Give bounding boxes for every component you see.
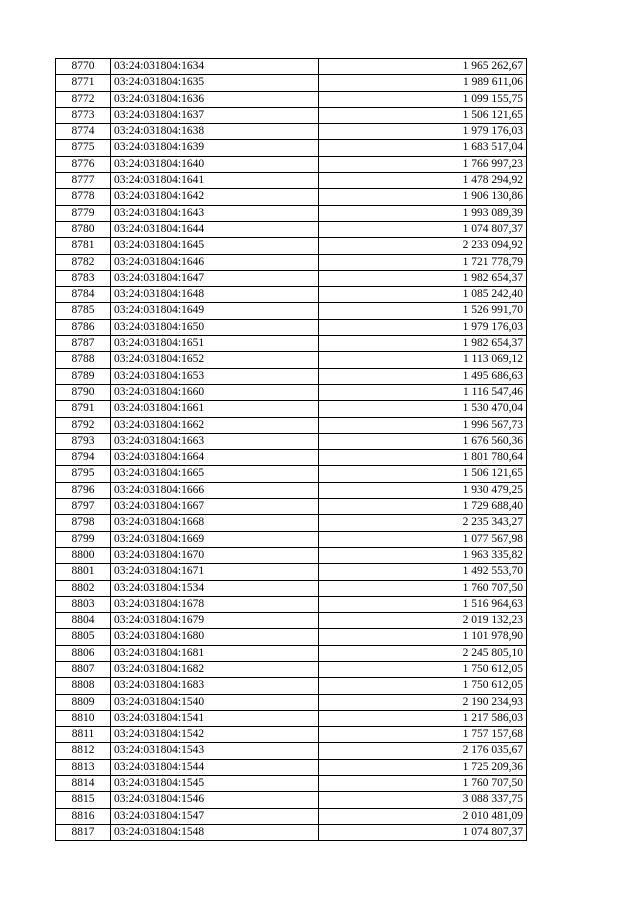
cadastral-number-cell: 03:24:031804:1648 [111, 287, 319, 303]
table-row [56, 808, 527, 824]
row-number-cell: 8792 [56, 417, 111, 433]
row-number-cell: 8806 [56, 645, 111, 661]
cadastral-number-cell: 03:24:031804:1638 [111, 124, 319, 140]
table-row [56, 189, 527, 205]
row-number-cell: 8775 [56, 140, 111, 156]
table-row [56, 75, 527, 91]
cadastral-value-cell: 2 019 132,23 [319, 613, 527, 629]
table-row [56, 759, 527, 775]
cadastral-number-cell: 03:24:031804:1547 [111, 808, 319, 824]
cadastral-value-cell: 1 979 176,03 [319, 124, 527, 140]
cadastral-number-cell: 03:24:031804:1668 [111, 515, 319, 531]
row-number-cell: 8811 [56, 727, 111, 743]
cadastral-number-cell: 03:24:031804:1640 [111, 156, 319, 172]
cadastral-value-cell: 1 766 997,23 [319, 156, 527, 172]
row-number-cell: 8777 [56, 173, 111, 189]
row-number-cell: 8797 [56, 499, 111, 515]
cadastral-value-cell: 1 996 567,73 [319, 417, 527, 433]
table-row [56, 792, 527, 808]
cadastral-value-cell: 2 245 805,10 [319, 645, 527, 661]
table-row [56, 466, 527, 482]
cadastral-number-cell: 03:24:031804:1634 [111, 59, 319, 75]
row-number-cell: 8796 [56, 482, 111, 498]
cadastral-value-cell: 1 801 780,64 [319, 450, 527, 466]
table-row [56, 710, 527, 726]
cadastral-value-cell: 1 530 470,04 [319, 401, 527, 417]
cadastral-value-cell: 1 930 479,25 [319, 482, 527, 498]
cadastral-value-cell: 2 235 343,27 [319, 515, 527, 531]
cadastral-number-cell: 03:24:031804:1541 [111, 710, 319, 726]
cadastral-number-cell: 03:24:031804:1652 [111, 352, 319, 368]
cadastral-number-cell: 03:24:031804:1647 [111, 270, 319, 286]
table-row [56, 547, 527, 563]
cadastral-value-cell: 1 074 807,37 [319, 221, 527, 237]
table-row [56, 531, 527, 547]
cadastral-number-cell: 03:24:031804:1651 [111, 336, 319, 352]
cadastral-value-cell: 1 113 069,12 [319, 352, 527, 368]
table-row [56, 287, 527, 303]
table-row [56, 221, 527, 237]
row-number-cell: 8785 [56, 303, 111, 319]
cadastral-number-cell: 03:24:031804:1661 [111, 401, 319, 417]
row-number-cell: 8800 [56, 547, 111, 563]
row-number-cell: 8805 [56, 629, 111, 645]
cadastral-value-cell: 1 495 686,63 [319, 368, 527, 384]
table-row [56, 319, 527, 335]
cadastral-value-cell: 1 077 567,98 [319, 531, 527, 547]
table-row [56, 629, 527, 645]
table-row [56, 107, 527, 123]
cadastral-value-cell: 2 190 234,93 [319, 694, 527, 710]
table-row [56, 303, 527, 319]
cadastral-value-cell: 2 176 035,67 [319, 743, 527, 759]
row-number-cell: 8812 [56, 743, 111, 759]
cadastral-value-cell: 1 725 209,36 [319, 759, 527, 775]
cadastral-value-cell: 1 906 130,86 [319, 189, 527, 205]
cadastral-value-cell: 1 721 778,79 [319, 254, 527, 270]
cadastral-value-cell: 2 010 481,09 [319, 808, 527, 824]
table-row [56, 678, 527, 694]
cadastral-number-cell: 03:24:031804:1664 [111, 450, 319, 466]
cadastral-number-cell: 03:24:031804:1683 [111, 678, 319, 694]
cadastral-number-cell: 03:24:031804:1645 [111, 238, 319, 254]
table-row [56, 156, 527, 172]
table-row [56, 515, 527, 531]
table-row [56, 482, 527, 498]
row-number-cell: 8787 [56, 336, 111, 352]
cadastral-number-cell: 03:24:031804:1545 [111, 776, 319, 792]
cadastral-value-cell: 3 088 337,75 [319, 792, 527, 808]
cadastral-value-cell: 1 993 089,39 [319, 205, 527, 221]
cadastral-number-cell: 03:24:031804:1670 [111, 547, 319, 563]
cadastral-value-cell: 1 760 707,50 [319, 580, 527, 596]
cadastral-value-cell: 1 085 242,40 [319, 287, 527, 303]
cadastral-number-cell: 03:24:031804:1681 [111, 645, 319, 661]
cadastral-value-cell: 1 963 335,82 [319, 547, 527, 563]
row-number-cell: 8815 [56, 792, 111, 808]
row-number-cell: 8791 [56, 401, 111, 417]
row-number-cell: 8780 [56, 221, 111, 237]
cadastral-number-cell: 03:24:031804:1671 [111, 564, 319, 580]
row-number-cell: 8808 [56, 678, 111, 694]
cadastral-number-cell: 03:24:031804:1653 [111, 368, 319, 384]
row-number-cell: 8793 [56, 433, 111, 449]
table-row [56, 368, 527, 384]
row-number-cell: 8789 [56, 368, 111, 384]
table-row [56, 564, 527, 580]
cadastral-value-cell: 1 989 611,06 [319, 75, 527, 91]
row-number-cell: 8814 [56, 776, 111, 792]
cadastral-number-cell: 03:24:031804:1667 [111, 499, 319, 515]
cadastral-number-cell: 03:24:031804:1666 [111, 482, 319, 498]
cadastral-value-cell: 1 757 157,68 [319, 727, 527, 743]
table-row [56, 433, 527, 449]
cadastral-value-cell: 1 979 176,03 [319, 319, 527, 335]
table-row [56, 499, 527, 515]
row-number-cell: 8786 [56, 319, 111, 335]
row-number-cell: 8784 [56, 287, 111, 303]
row-number-cell: 8816 [56, 808, 111, 824]
table-row [56, 580, 527, 596]
row-number-cell: 8790 [56, 384, 111, 400]
cadastral-number-cell: 03:24:031804:1544 [111, 759, 319, 775]
table-row [56, 173, 527, 189]
cadastral-number-cell: 03:24:031804:1662 [111, 417, 319, 433]
row-number-cell: 8807 [56, 661, 111, 677]
row-number-cell: 8804 [56, 613, 111, 629]
cadastral-value-cell: 1 478 294,92 [319, 173, 527, 189]
cadastral-value-cell: 1 750 612,05 [319, 678, 527, 694]
table-row [56, 450, 527, 466]
row-number-cell: 8776 [56, 156, 111, 172]
cadastral-value-cell: 1 965 262,67 [319, 59, 527, 75]
cadastral-value-cell: 1 683 517,04 [319, 140, 527, 156]
table-row [56, 417, 527, 433]
cadastral-value-cell: 1 982 654,37 [319, 336, 527, 352]
cadastral-value-cell: 1 506 121,65 [319, 107, 527, 123]
table-row [56, 91, 527, 107]
row-number-cell: 8773 [56, 107, 111, 123]
table-row [56, 401, 527, 417]
cadastral-number-cell: 03:24:031804:1649 [111, 303, 319, 319]
cadastral-value-cell: 1 526 991,70 [319, 303, 527, 319]
table-row [56, 596, 527, 612]
row-number-cell: 8783 [56, 270, 111, 286]
table-row [56, 743, 527, 759]
cadastral-number-cell: 03:24:031804:1641 [111, 173, 319, 189]
row-number-cell: 8810 [56, 710, 111, 726]
row-number-cell: 8802 [56, 580, 111, 596]
table-row [56, 661, 527, 677]
cadastral-number-cell: 03:24:031804:1644 [111, 221, 319, 237]
row-number-cell: 8788 [56, 352, 111, 368]
cadastral-number-cell: 03:24:031804:1548 [111, 824, 319, 840]
cadastral-value-cell: 1 760 707,50 [319, 776, 527, 792]
table-row [56, 613, 527, 629]
row-number-cell: 8778 [56, 189, 111, 205]
row-number-cell: 8803 [56, 596, 111, 612]
row-number-cell: 8774 [56, 124, 111, 140]
table-row [56, 270, 527, 286]
cadastral-number-cell: 03:24:031804:1543 [111, 743, 319, 759]
row-number-cell: 8781 [56, 238, 111, 254]
cadastral-value-cell: 1 099 155,75 [319, 91, 527, 107]
cadastral-number-cell: 03:24:031804:1636 [111, 91, 319, 107]
row-number-cell: 8809 [56, 694, 111, 710]
cadastral-number-cell: 03:24:031804:1546 [111, 792, 319, 808]
row-number-cell: 8779 [56, 205, 111, 221]
cadastral-number-cell: 03:24:031804:1643 [111, 205, 319, 221]
table-row [56, 254, 527, 270]
cadastral-number-cell: 03:24:031804:1542 [111, 727, 319, 743]
table-row [56, 124, 527, 140]
cadastral-number-cell: 03:24:031804:1682 [111, 661, 319, 677]
cadastral-number-cell: 03:24:031804:1665 [111, 466, 319, 482]
row-number-cell: 8771 [56, 75, 111, 91]
cadastral-number-cell: 03:24:031804:1540 [111, 694, 319, 710]
table-body [56, 59, 527, 841]
row-number-cell: 8813 [56, 759, 111, 775]
row-number-cell: 8794 [56, 450, 111, 466]
cadastral-value-cell: 2 233 094,92 [319, 238, 527, 254]
row-number-cell: 8782 [56, 254, 111, 270]
cadastral-number-cell: 03:24:031804:1639 [111, 140, 319, 156]
table-row [56, 352, 527, 368]
cadastral-number-cell: 03:24:031804:1663 [111, 433, 319, 449]
cadastral-value-cell: 1 101 978,90 [319, 629, 527, 645]
cadastral-number-cell: 03:24:031804:1679 [111, 613, 319, 629]
table-row [56, 59, 527, 75]
cadastral-number-cell: 03:24:031804:1646 [111, 254, 319, 270]
cadastral-value-cell: 1 217 586,03 [319, 710, 527, 726]
cadastral-number-cell: 03:24:031804:1642 [111, 189, 319, 205]
row-number-cell: 8801 [56, 564, 111, 580]
cadastral-value-cell: 1 750 612,05 [319, 661, 527, 677]
row-number-cell: 8795 [56, 466, 111, 482]
cadastral-value-table [55, 58, 527, 841]
cadastral-number-cell: 03:24:031804:1680 [111, 629, 319, 645]
row-number-cell: 8817 [56, 824, 111, 840]
cadastral-value-cell: 1 074 807,37 [319, 824, 527, 840]
cadastral-number-cell: 03:24:031804:1637 [111, 107, 319, 123]
cadastral-value-cell: 1 516 964,63 [319, 596, 527, 612]
cadastral-value-cell: 1 729 688,40 [319, 499, 527, 515]
cadastral-value-cell: 1 982 654,37 [319, 270, 527, 286]
table-row [56, 727, 527, 743]
row-number-cell: 8770 [56, 59, 111, 75]
cadastral-value-cell: 1 116 547,46 [319, 384, 527, 400]
table-row [56, 205, 527, 221]
table-row [56, 776, 527, 792]
cadastral-number-cell: 03:24:031804:1678 [111, 596, 319, 612]
cadastral-value-cell: 1 506 121,65 [319, 466, 527, 482]
cadastral-number-cell: 03:24:031804:1660 [111, 384, 319, 400]
row-number-cell: 8799 [56, 531, 111, 547]
table-row [56, 336, 527, 352]
cadastral-number-cell: 03:24:031804:1534 [111, 580, 319, 596]
row-number-cell: 8772 [56, 91, 111, 107]
cadastral-number-cell: 03:24:031804:1669 [111, 531, 319, 547]
cadastral-number-cell: 03:24:031804:1650 [111, 319, 319, 335]
cadastral-value-cell: 1 492 553,70 [319, 564, 527, 580]
table-row [56, 645, 527, 661]
table-row [56, 384, 527, 400]
row-number-cell: 8798 [56, 515, 111, 531]
cadastral-number-cell: 03:24:031804:1635 [111, 75, 319, 91]
table-row [56, 694, 527, 710]
table-row [56, 140, 527, 156]
cadastral-value-cell: 1 676 560,36 [319, 433, 527, 449]
table-row [56, 824, 527, 840]
table-row [56, 238, 527, 254]
